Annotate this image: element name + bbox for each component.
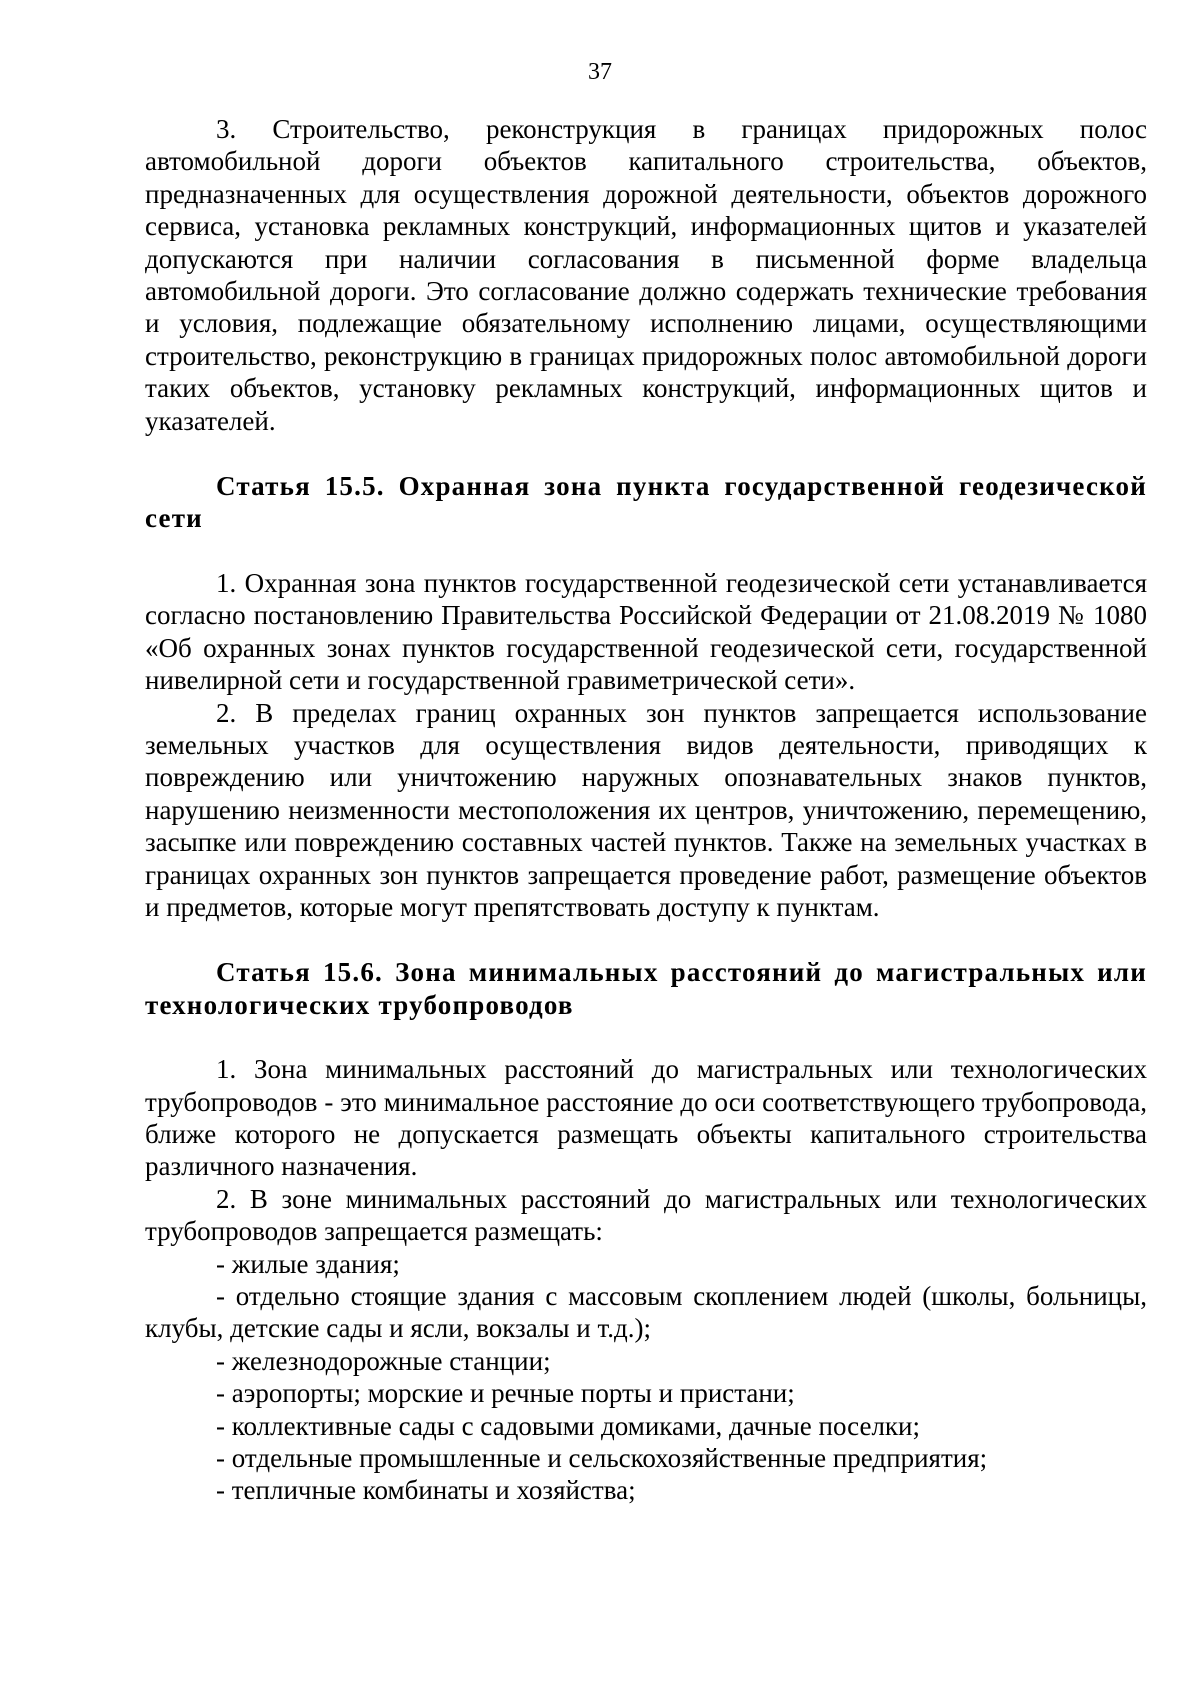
paragraph-pipeline-zone-1: 1. Зона минимальных расстояний до магистральных или технологических трубопроводов - это минимальное расстояние до оси соответствующего трубопровода, ближе которого не допускается размещать объекты капитального строительства различного назначения. <box>145 1054 1147 1182</box>
list-item: - жилые здания; <box>216 1248 400 1279</box>
list-item: - тепличные комбинаты и хозяйства; <box>216 1475 636 1506</box>
paragraph-geodetic-zone-2: 2. В пределах границ охранных зон пунктов запрещается использование земельных участков для осуществления видов деятельности, приводящих к повреждению или уничтожению наружных опознавательных знаков пунктов, нарушению неизменности местоположения их центров, уничтожению, перемещению, засыпке или повреждению составных частей пунктов. Также на земельных участках в границах охранных зон пунктов запрещается проведение работ, размещение объектов и предметов, которые могут препятствовать доступу к пунктам. <box>145 697 1147 922</box>
list-item: - отдельно стоящие здания с массовым скоплением людей (школы, больницы, клубы, детские сады и ясли, вокзалы и т.д.); <box>145 1281 1147 1344</box>
paragraph-geodetic-zone-1: 1. Охранная зона пунктов государственной геодезической сети устанавливается согласно постановлению Правительства Российской Федерации от 21.08.2019 № 1080 «Об охранных зонах пунктов государственной геодезической сети, государственной нивелирной сети и государственной гравиметрической сети». <box>145 567 1147 696</box>
document-body <box>145 113 1147 1507</box>
list-item: - железнодорожные станции; <box>216 1345 551 1376</box>
article-heading-15-5: Статья 15.5. Охранная зона пункта государственной геодезической сети <box>145 471 1147 534</box>
paragraph-pipeline-zone-2: 2. В зоне минимальных расстояний до магистральных или технологических трубопроводов запрещается размещать: <box>145 1183 1147 1247</box>
list-item: - отдельные промышленные и сельскохозяйственные предприятия; <box>216 1443 988 1474</box>
list-item: - аэропорты; морские и речные порты и пристани; <box>216 1378 795 1409</box>
paragraph-roadside-construction: 3. Строительство, реконструкция в границах придорожных полос автомобильной дороги объектов капитального строительства, объектов, предназначенных для осуществления дорожной деятельности, объектов дорожного сервиса, установка рекламных конструкций, информационных щитов и указателей допускаются при наличии согласования в письменной форме владельца автомобильной дороги. Это согласование должно содержать технические требования и условия, подлежащие обязательному исполнению лицами, осуществляющими строительство, реконструкцию в границах придорожных полос автомобильной дороги таких объектов, установку рекламных конструкций, информационных щитов и указателей. <box>145 114 1147 436</box>
article-heading-15-6: Статья 15.6. Зона минимальных расстояний до магистральных или технологических трубопроводов <box>145 957 1147 1020</box>
page-number: 37 <box>588 59 612 85</box>
list-item: - коллективные сады с садовыми домиками, дачные поселки; <box>216 1410 921 1441</box>
